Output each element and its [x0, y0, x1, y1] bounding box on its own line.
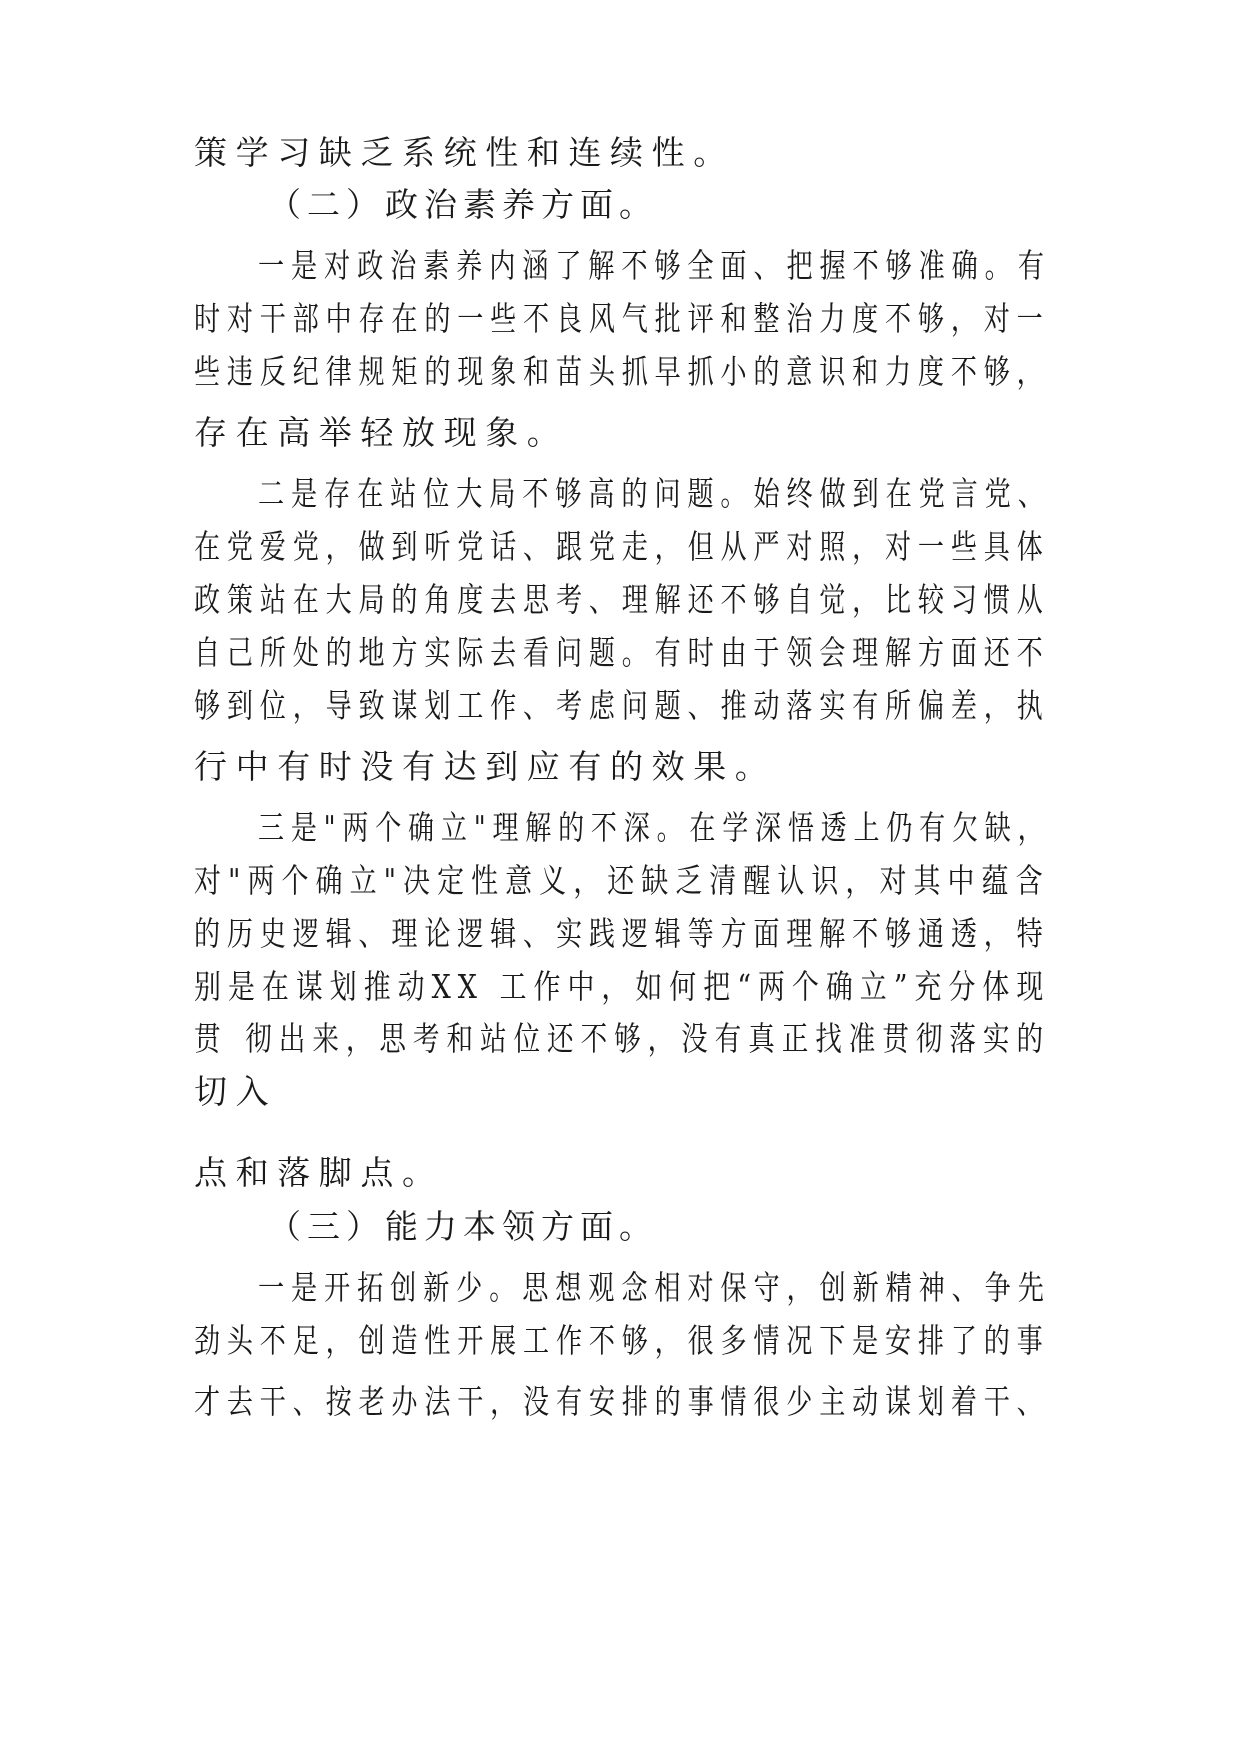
- paragraph-line: 二是存在站位大局不够高的问题。始终做到在党言党、: [258, 474, 1051, 513]
- paragraph-line: 点和落脚点。: [194, 1153, 444, 1192]
- paragraph-line: 政策站在大局的角度去思考、理解还不够自觉，比较习惯从: [194, 580, 1050, 619]
- split-word-part-2: 彻出来，思考和站位还不够，没有真正找准贯彻落实的: [245, 1019, 1050, 1058]
- section-heading-political-quality: （二）政治素养方面。: [268, 185, 658, 224]
- paragraph-line: 对"两个确立"决定性意义，还缺乏清醒认识，对其中蕴含: [194, 861, 1050, 900]
- paragraph-line: 一是开拓创新少。思想观念相对保守，创新精神、争先: [258, 1268, 1051, 1307]
- paragraph-line: 自己所处的地方实际去看问题。有时由于领会理解方面还不: [194, 633, 1050, 672]
- paragraph-line: 些违反纪律规矩的现象和苗头抓早抓小的意识和力度不够，: [194, 352, 1050, 391]
- paragraph-line: 时对干部中存在的一些不良风气批评和整治力度不够，对一: [194, 299, 1050, 338]
- paragraph-line: 一是对政治素养内涵了解不够全面、把握不够准确。有: [258, 246, 1051, 285]
- paragraph-line: 策学习缺乏系统性和连续性。: [194, 133, 735, 172]
- paragraph-line: 切入: [194, 1072, 278, 1111]
- paragraph-line: 三是"两个确立"理解的不深。在学深悟透上仍有欠缺，: [258, 808, 1051, 847]
- section-heading-ability: （三）能力本领方面。: [268, 1207, 658, 1246]
- paragraph-line: 行中有时没有达到应有的效果。: [194, 747, 777, 786]
- paragraph-line: 别是在谋划推动XX 工作中，如何把“两个确立”充分体现: [194, 967, 1051, 1006]
- paragraph-line: 的历史逻辑、理论逻辑、实践逻辑等方面理解不够通透，特: [194, 914, 1050, 953]
- paragraph-line: 在党爱党，做到听党话、跟党走，但从严对照，对一些具体: [194, 527, 1050, 566]
- paragraph-line: 存在高举轻放现象。: [194, 413, 569, 452]
- paragraph-line: 才去干、按老办法干，没有安排的事情很少主动谋划着干、: [194, 1382, 1050, 1421]
- paragraph-line-split: [194, 1019, 1050, 1059]
- split-word-part-1: 贯: [194, 1019, 228, 1058]
- paragraph-line: 够到位，导致谋划工作、考虑问题、推动落实有所偏差，执: [194, 686, 1050, 725]
- paragraph-line: 劲头不足，创造性开展工作不够，很多情况下是安排了的事: [194, 1321, 1050, 1360]
